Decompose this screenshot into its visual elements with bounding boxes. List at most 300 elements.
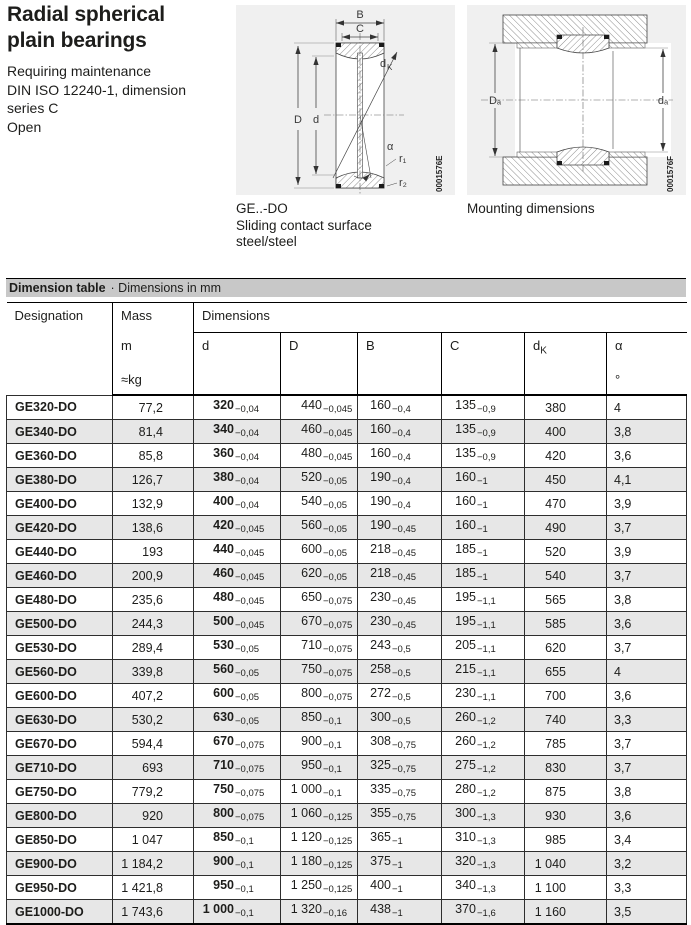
d-tolerance: −0,045 [235,572,265,583]
dk-cell: 655 [525,660,607,684]
D-cell [281,852,358,876]
d-tolerance: −0,04 [235,476,260,487]
designation-cell: GE630-DO [7,708,113,732]
subtitle-line: series C [7,100,59,117]
d-tolerance: −0,1 [235,860,254,871]
d-tolerance: −0,045 [235,548,265,559]
table-row [7,516,687,540]
D-value: 850 [301,710,322,724]
dimension-data-table [6,302,687,925]
d-tolerance: −0,04 [235,428,260,439]
C-tolerance: −1 [477,572,488,583]
subtitle-line: Open [7,119,42,136]
alpha-cell: 3,4 [607,828,687,852]
C-value: 280 [455,782,476,796]
B-cell [358,876,442,900]
page-title-line2: plain bearings [7,28,147,52]
C-cell [442,804,525,828]
designation-cell: GE900-DO [7,852,113,876]
header-col-dk-sub: K [540,345,547,357]
d-tolerance: −0,04 [235,404,260,415]
D-cell [281,420,358,444]
d-value: 800 [213,806,234,820]
D-cell [281,756,358,780]
caption-line: steel/steel [236,234,297,250]
D-tolerance: −0,125 [323,860,353,871]
d-cell [194,444,281,468]
header-mass: Mass [113,303,194,333]
designation-cell: GE400-DO [7,492,113,516]
header-dimensions: Dimensions [194,303,687,333]
C-value: 195 [455,614,476,628]
D-value: 1 180 [290,854,322,868]
table-row [7,828,687,852]
C-tolerance: −1,2 [477,716,496,727]
alpha-cell: 3,6 [607,612,687,636]
B-tolerance: −0,45 [392,596,417,607]
table-row [7,395,687,420]
C-cell [442,444,525,468]
dk-cell: 700 [525,684,607,708]
d-cell [194,564,281,588]
D-tolerance: −0,045 [323,404,353,415]
D-cell [281,780,358,804]
D-tolerance: −0,1 [323,740,342,751]
table-row [7,588,687,612]
d-value: 380 [213,470,234,484]
C-value: 215 [455,662,476,676]
label-d: d [312,114,320,126]
D-value: 800 [301,686,322,700]
D-value: 650 [301,590,322,604]
C-tolerance: −1 [477,476,488,487]
mass-cell: 407,2 [113,684,194,708]
D-tolerance: −0,05 [323,500,348,511]
label-dk: d [380,58,387,70]
C-tolerance: −1 [477,524,488,535]
C-value: 370 [455,902,476,916]
table-banner-subtitle: · Dimensions in mm [110,281,221,295]
mass-cell: 200,9 [113,564,194,588]
D-tolerance: −0,075 [323,644,353,655]
designation-cell: GE560-DO [7,660,113,684]
designation-cell: GE710-DO [7,756,113,780]
label-B: B [356,9,364,21]
header-col-dk-main: d [533,338,541,353]
d-value: 500 [213,614,234,628]
table-row [7,492,687,516]
table-row [7,540,687,564]
C-tolerance: −1,3 [477,812,496,823]
D-value: 560 [301,518,322,532]
B-cell [358,444,442,468]
mass-cell: 339,8 [113,660,194,684]
B-tolerance: −0,4 [392,500,411,511]
D-cell [281,492,358,516]
alpha-cell: 4 [607,395,687,420]
B-tolerance: −0,45 [392,548,417,559]
header-mass-symbol: m [113,333,194,368]
mass-cell: 138,6 [113,516,194,540]
C-value: 260 [455,710,476,724]
D-value: 540 [301,494,322,508]
C-value: 205 [455,638,476,652]
B-tolerance: −0,45 [392,620,417,631]
D-cell [281,708,358,732]
C-value: 135 [455,446,476,460]
subtitle-line: Requiring maintenance [7,63,151,80]
C-cell [442,540,525,564]
d-cell [194,708,281,732]
D-tolerance: −0,075 [323,692,353,703]
C-tolerance: −0,9 [477,404,496,415]
designation-cell: GE850-DO [7,828,113,852]
d-tolerance: −0,05 [235,644,260,655]
label-C: C [356,23,364,35]
d-value: 600 [213,686,234,700]
C-cell [442,636,525,660]
C-cell [442,900,525,925]
d-cell [194,684,281,708]
B-cell [358,900,442,925]
B-cell [358,540,442,564]
mass-cell: 693 [113,756,194,780]
dk-cell: 380 [525,395,607,420]
table-row [7,756,687,780]
C-value: 195 [455,590,476,604]
D-cell [281,804,358,828]
mass-cell: 530,2 [113,708,194,732]
D-value: 520 [301,470,322,484]
alpha-cell: 3,6 [607,444,687,468]
D-cell [281,612,358,636]
C-tolerance: −1,3 [477,836,496,847]
B-cell [358,612,442,636]
d-value: 400 [213,494,234,508]
mass-cell: 235,6 [113,588,194,612]
d-tolerance: −0,1 [235,884,254,895]
designation-cell: GE950-DO [7,876,113,900]
dk-cell: 565 [525,588,607,612]
B-cell [358,420,442,444]
D-value: 620 [301,566,322,580]
D-tolerance: −0,05 [323,524,348,535]
B-cell [358,468,442,492]
C-value: 185 [455,542,476,556]
D-value: 900 [301,734,322,748]
designation-cell: GE500-DO [7,612,113,636]
C-tolerance: −1,3 [477,884,496,895]
mass-cell: 289,4 [113,636,194,660]
d-value: 480 [213,590,234,604]
designation-cell: GE1000-DO [7,900,113,925]
mass-cell: 1 047 [113,828,194,852]
designation-cell: GE530-DO [7,636,113,660]
d-cell [194,420,281,444]
d-value: 360 [213,446,234,460]
dk-cell: 490 [525,516,607,540]
d-value: 1 000 [202,902,234,916]
B-cell [358,636,442,660]
alpha-cell: 3,7 [607,516,687,540]
C-cell [442,588,525,612]
dk-cell: 740 [525,708,607,732]
B-value: 160 [370,446,391,460]
alpha-cell: 3,2 [607,852,687,876]
table-row [7,804,687,828]
table-row [7,636,687,660]
designation-cell: GE440-DO [7,540,113,564]
dk-cell: 1 040 [525,852,607,876]
B-cell [358,660,442,684]
d-cell [194,588,281,612]
B-value: 258 [370,662,391,676]
D-cell [281,588,358,612]
C-cell [442,876,525,900]
table-row [7,900,687,925]
alpha-cell: 3,6 [607,804,687,828]
B-tolerance: −0,5 [392,644,411,655]
C-tolerance: −1,2 [477,740,496,751]
table-row [7,684,687,708]
B-tolerance: −1 [392,836,403,847]
B-value: 308 [370,734,391,748]
D-tolerance: −0,16 [323,908,348,919]
C-cell [442,852,525,876]
table-body [7,395,687,924]
D-cell [281,636,358,660]
d-tolerance: −0,1 [235,908,254,919]
B-value: 375 [370,854,391,868]
D-value: 440 [301,398,322,412]
d-cell [194,756,281,780]
header-col-dk [525,333,607,368]
B-value: 190 [370,518,391,532]
table-row [7,852,687,876]
B-cell [358,852,442,876]
C-cell [442,564,525,588]
mass-cell: 1 421,8 [113,876,194,900]
C-cell [442,468,525,492]
d-cell [194,540,281,564]
C-tolerance: −1,1 [477,692,496,703]
d-cell [194,492,281,516]
D-value: 670 [301,614,322,628]
d-value: 900 [213,854,234,868]
alpha-cell: 3,7 [607,636,687,660]
D-cell [281,468,358,492]
d-tolerance: −0,05 [235,692,260,703]
D-tolerance: −0,125 [323,836,353,847]
d-tolerance: −0,075 [235,740,265,751]
header-col-D: D [281,333,358,368]
alpha-cell: 3,8 [607,420,687,444]
d-value: 440 [213,542,234,556]
d-cell [194,612,281,636]
B-tolerance: −0,75 [392,764,417,775]
dk-cell: 1 100 [525,876,607,900]
C-cell [442,660,525,684]
mass-cell: 132,9 [113,492,194,516]
alpha-cell: 3,7 [607,564,687,588]
caption-line: Mounting dimensions [467,201,595,216]
caption-line: Sliding contact surface [236,217,372,233]
D-cell [281,516,358,540]
B-cell [358,395,442,420]
D-cell [281,684,358,708]
C-cell [442,780,525,804]
d-cell [194,804,281,828]
mass-cell: 126,7 [113,468,194,492]
D-tolerance: −0,05 [323,572,348,583]
C-value: 230 [455,686,476,700]
D-tolerance: −0,1 [323,764,342,775]
B-tolerance: −0,45 [392,572,417,583]
D-tolerance: −0,075 [323,620,353,631]
figure-bearing-section [236,5,455,195]
d-cell [194,876,281,900]
B-value: 230 [370,590,391,604]
mass-cell: 81,4 [113,420,194,444]
C-tolerance: −1,1 [477,644,496,655]
d-cell [194,852,281,876]
B-cell [358,708,442,732]
header-alpha-unit: ° [607,367,687,395]
header-col-B: B [358,333,442,368]
label-D: D [294,114,302,126]
D-cell [281,900,358,925]
designation-cell: GE460-DO [7,564,113,588]
D-tolerance: −0,045 [323,452,353,463]
table-row [7,420,687,444]
page-title-line1: Radial spherical [7,3,165,26]
C-value: 185 [455,566,476,580]
alpha-cell: 3,6 [607,684,687,708]
figure-mounting-caption [467,201,595,218]
D-tolerance: −0,125 [323,812,353,823]
B-tolerance: −0,5 [392,668,411,679]
C-value: 135 [455,422,476,436]
header-designation: Designation [7,303,113,396]
C-value: 260 [455,734,476,748]
C-tolerance: −1,1 [477,596,496,607]
D-tolerance: −0,075 [323,668,353,679]
D-tolerance: −0,1 [323,788,342,799]
mass-cell: 193 [113,540,194,564]
d-tolerance: −0,05 [235,668,260,679]
dk-cell: 930 [525,804,607,828]
caption-line: GE..-DO [236,201,288,216]
d-tolerance: −0,075 [235,812,265,823]
alpha-cell: 4 [607,660,687,684]
dk-cell: 830 [525,756,607,780]
dk-cell: 450 [525,468,607,492]
dk-cell: 1 160 [525,900,607,925]
C-cell [442,708,525,732]
B-tolerance: −0,4 [392,428,411,439]
table-row [7,732,687,756]
d-tolerance: −0,04 [235,500,260,511]
d-tolerance: −0,075 [235,764,265,775]
table-header [7,303,687,396]
label-Da: Dₐ [488,95,502,107]
header-mass-unit: ≈kg [113,367,194,395]
d-value: 850 [213,830,234,844]
d-value: 950 [213,878,234,892]
D-cell [281,395,358,420]
mass-cell: 77,2 [113,395,194,420]
B-cell [358,516,442,540]
label-dk-sub: K [387,63,393,72]
B-value: 365 [370,830,391,844]
D-cell [281,444,358,468]
D-tolerance: −0,045 [323,428,353,439]
d-cell [194,780,281,804]
mass-cell: 779,2 [113,780,194,804]
dimension-table [6,278,686,925]
B-cell [358,588,442,612]
D-cell [281,732,358,756]
d-value: 560 [213,662,234,676]
designation-cell: GE320-DO [7,395,113,420]
alpha-cell: 3,7 [607,756,687,780]
D-value: 950 [301,758,322,772]
d-value: 340 [213,422,234,436]
table-row [7,660,687,684]
bearing-section-drawing [236,5,455,195]
dk-cell: 470 [525,492,607,516]
C-tolerance: −1 [477,500,488,511]
d-cell [194,660,281,684]
B-value: 272 [370,686,391,700]
B-tolerance: −1 [392,884,403,895]
B-tolerance: −1 [392,860,403,871]
mass-cell: 1 743,6 [113,900,194,925]
figure-code: 0001576E [435,155,444,192]
d-value: 320 [213,398,234,412]
C-tolerance: −1,2 [477,788,496,799]
designation-cell: GE750-DO [7,780,113,804]
B-value: 400 [370,878,391,892]
table-row [7,876,687,900]
D-tolerance: −0,05 [323,476,348,487]
d-value: 530 [213,638,234,652]
C-cell [442,395,525,420]
B-cell [358,756,442,780]
mass-cell: 85,8 [113,444,194,468]
C-value: 160 [455,470,476,484]
mass-cell: 244,3 [113,612,194,636]
C-tolerance: −1,1 [477,620,496,631]
alpha-cell: 4,1 [607,468,687,492]
B-value: 230 [370,614,391,628]
subtitle-line: DIN ISO 12240-1, dimension [7,81,186,98]
alpha-cell: 3,8 [607,588,687,612]
dk-cell: 540 [525,564,607,588]
designation-cell: GE360-DO [7,444,113,468]
label-r2: r₂ [399,177,407,189]
figure-mounting-dimensions [467,5,686,195]
B-value: 190 [370,494,391,508]
C-tolerance: −1,3 [477,860,496,871]
alpha-cell: 3,8 [607,780,687,804]
alpha-cell: 3,9 [607,540,687,564]
designation-cell: GE600-DO [7,684,113,708]
table-banner [6,278,686,297]
B-value: 190 [370,470,391,484]
label-da: dₐ [657,95,669,107]
B-cell [358,564,442,588]
